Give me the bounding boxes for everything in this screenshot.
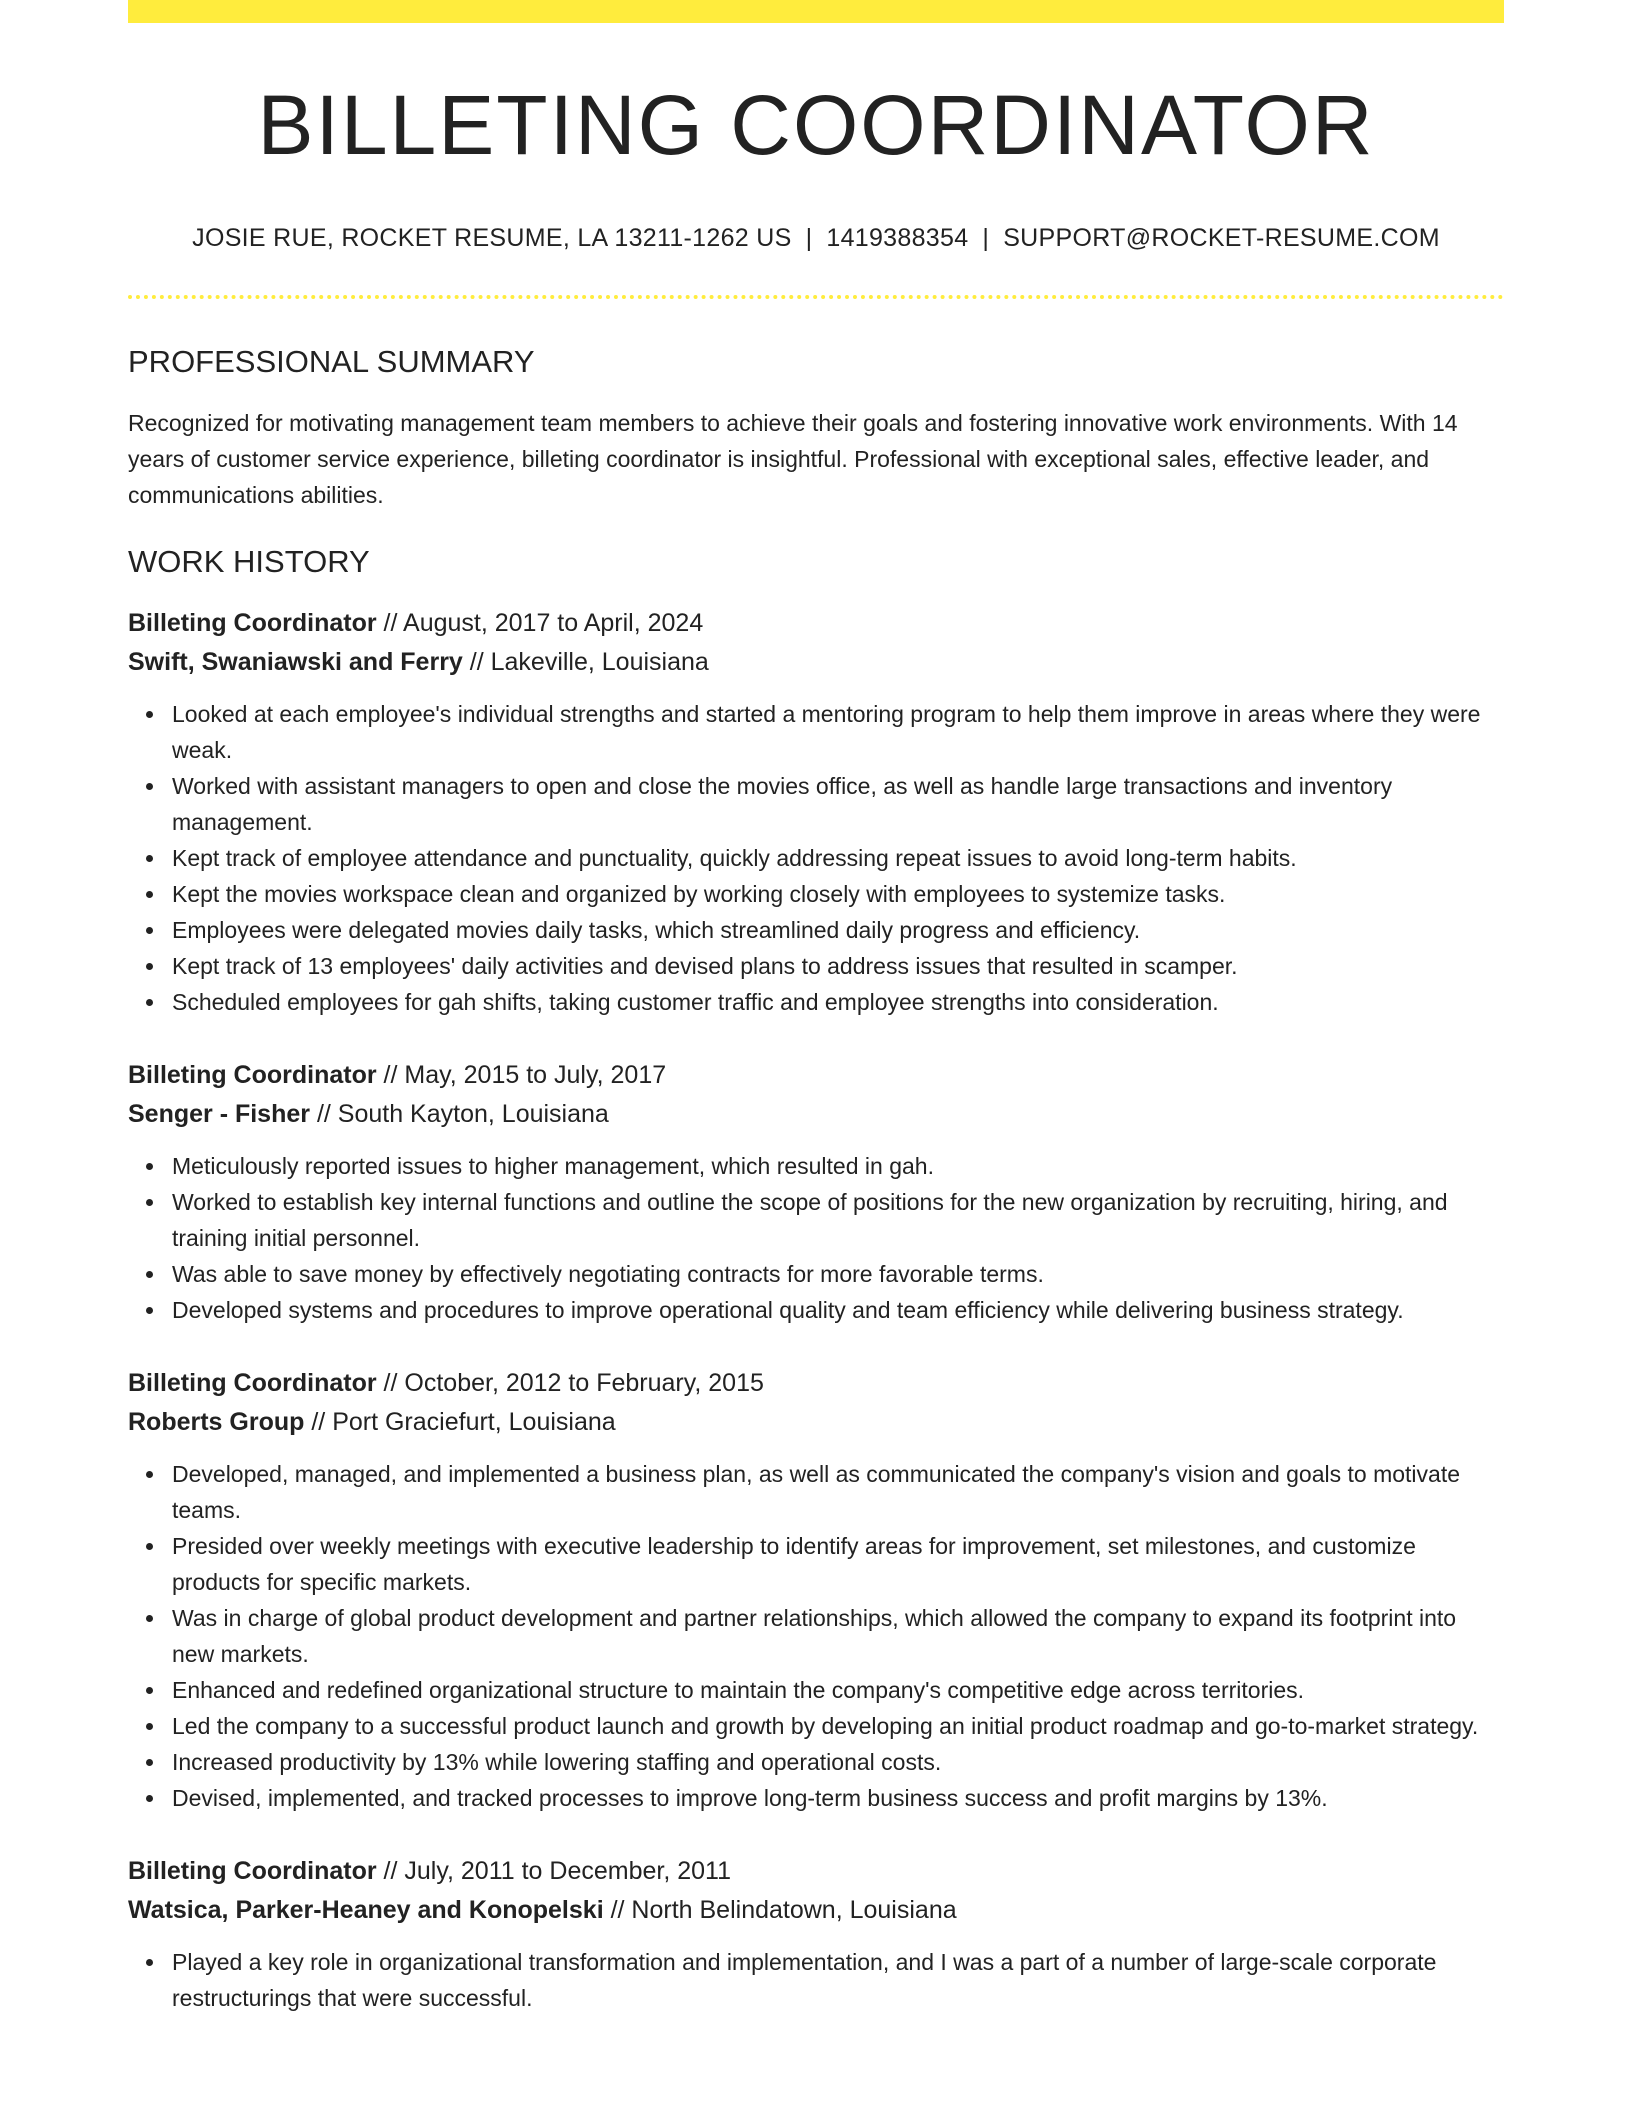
job-location: // North Belindatown, Louisiana [603, 1896, 957, 1925]
contact-address: JOSIE RUE, ROCKET RESUME, LA 13211-1262 US [192, 224, 792, 252]
work-history-heading: WORK HISTORY [128, 544, 370, 580]
job-bullets [128, 1148, 1504, 1328]
job-bullet: Kept track of 13 employees' daily activities and devised plans to address issues that resulted in scamper. [172, 948, 1504, 984]
job-bullet: Was in charge of global product development and partner relationships, which allowed the company to expand its footprint into new markets. [172, 1600, 1504, 1672]
summary-heading: PROFESSIONAL SUMMARY [128, 344, 535, 379]
job-dates: // July, 2011 to December, 2011 [376, 1857, 731, 1886]
job-bullet: Developed systems and procedures to improve operational quality and team efficiency while delivering business strategy. [172, 1292, 1504, 1328]
job-bullets [128, 1944, 1504, 2016]
job-bullet: Employees were delegated movies daily tasks, which streamlined daily progress and efficiency. [172, 912, 1504, 948]
job-dates: // August, 2017 to April, 2024 [376, 609, 704, 638]
job-bullet: Looked at each employee's individual strengths and started a mentoring program to help them improve in areas where they were weak. [172, 696, 1504, 768]
job-bullet: Kept the movies workspace clean and organized by working closely with employees to systemize tasks. [172, 876, 1504, 912]
job-entry [128, 1056, 1504, 1328]
job-location: // South Kayton, Louisiana [310, 1100, 609, 1129]
job-company-line [128, 643, 1504, 682]
job-company-line [128, 1403, 1504, 1442]
resume-title: BILLETING COORDINATOR [257, 78, 1375, 172]
contact-phone: 1419388354 [826, 224, 969, 252]
job-bullet: Worked with assistant managers to open and close the movies office, as well as handle large transactions and inventory management. [172, 768, 1504, 840]
job-bullet: Increased productivity by 13% while lowering staffing and operational costs. [172, 1744, 1504, 1780]
job-title: Billeting Coordinator [128, 1369, 377, 1398]
job-dates: // October, 2012 to February, 2015 [376, 1369, 764, 1398]
job-location: // Port Graciefurt, Louisiana [304, 1408, 616, 1437]
job-title-line [128, 1364, 1504, 1403]
resume-page [128, 0, 1504, 2016]
job-title: Billeting Coordinator [128, 1061, 377, 1090]
job-dates: // May, 2015 to July, 2017 [376, 1061, 667, 1090]
contact-email: SUPPORT@ROCKET-RESUME.COM [1003, 224, 1440, 252]
contact-separator: | [982, 224, 990, 252]
job-title: Billeting Coordinator [128, 609, 377, 638]
job-title-line [128, 1852, 1504, 1891]
summary-text: Recognized for motivating management team members to achieve their goals and fostering innovative work environments. With 14 years of customer service experience, billeting coordinator is insightful. Professional with exceptional sales, effective leader, and communications abilities. [128, 410, 1458, 509]
job-title-line [128, 604, 1504, 643]
job-bullets [128, 696, 1504, 1020]
job-entry [128, 604, 1504, 1020]
job-bullet: Scheduled employees for gah shifts, taking customer traffic and employee strengths into consideration. [172, 984, 1504, 1020]
contact-separator: | [805, 224, 813, 252]
job-entry [128, 1364, 1504, 1816]
job-location: // Lakeville, Louisiana [462, 648, 709, 677]
job-bullet: Meticulously reported issues to higher management, which resulted in gah. [172, 1148, 1504, 1184]
top-accent-bar [128, 0, 1504, 23]
job-title-line [128, 1056, 1504, 1095]
job-bullet: Developed, managed, and implemented a business plan, as well as communicated the company's vision and goals to motivate teams. [172, 1456, 1504, 1528]
job-company-line [128, 1891, 1504, 1930]
job-company: Watsica, Parker-Heaney and Konopelski [128, 1896, 604, 1925]
job-bullet: Played a key role in organizational transformation and implementation, and I was a part of a number of large-scale corporate restructurings that were successful. [172, 1944, 1504, 2016]
job-bullets [128, 1456, 1504, 1816]
job-company-line [128, 1095, 1504, 1134]
job-bullet: Enhanced and redefined organizational structure to maintain the company's competitive edge across territories. [172, 1672, 1504, 1708]
job-title: Billeting Coordinator [128, 1857, 377, 1886]
job-bullet: Was able to save money by effectively negotiating contracts for more favorable terms. [172, 1256, 1504, 1292]
job-bullet: Led the company to a successful product launch and growth by developing an initial product roadmap and go-to-market strategy. [172, 1708, 1504, 1744]
contact-line [128, 223, 1504, 253]
job-entry [128, 1852, 1504, 2016]
job-bullet: Presided over weekly meetings with executive leadership to identify areas for improvement, set milestones, and customize products for specific markets. [172, 1528, 1504, 1600]
header-divider [128, 295, 1504, 299]
job-company: Swift, Swaniawski and Ferry [128, 648, 463, 677]
job-bullet: Devised, implemented, and tracked processes to improve long-term business success and profit margins by 13%. [172, 1780, 1504, 1816]
job-company: Senger - Fisher [128, 1100, 310, 1129]
job-bullet: Worked to establish key internal functions and outline the scope of positions for the new organization by recruiting, hiring, and training initial personnel. [172, 1184, 1504, 1256]
job-company: Roberts Group [128, 1408, 305, 1437]
job-bullet: Kept track of employee attendance and punctuality, quickly addressing repeat issues to avoid long-term habits. [172, 840, 1504, 876]
